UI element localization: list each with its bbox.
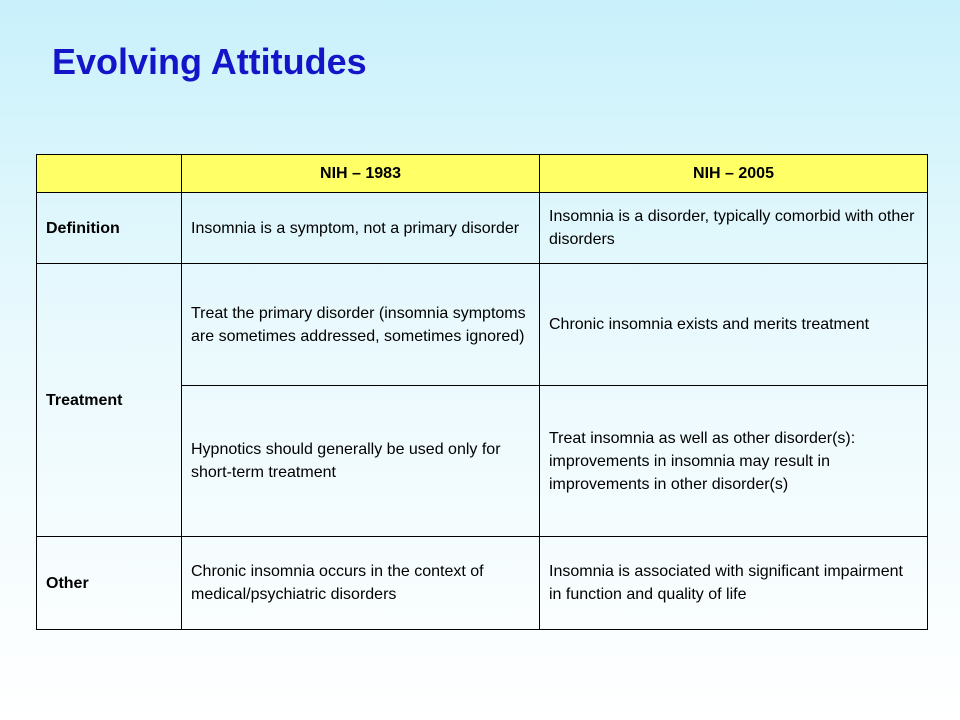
slide-title: Evolving Attitudes [52,41,367,82]
header-corner-cell [37,155,182,193]
cell-treatment-2005-a [540,264,928,386]
comparison-table [36,154,928,630]
row-label-treatment: Treatment [37,264,182,537]
cell-text: Treat the primary disorder (insomnia symptoms are sometimes addressed, sometimes ignored) [191,304,526,345]
cell-text: Insomnia is a disorder, typically comorbid with other disorders [549,208,915,248]
header-row [37,155,928,193]
cell-treatment-2005-b [540,386,928,537]
row-label-definition: Definition [37,193,182,264]
cell-text: Hypnotics should generally be used only for short-term treatment [191,441,501,481]
table-row-treatment-a [37,264,928,386]
cell-text: Insomnia is a symptom, not a primary disorder [191,219,520,237]
table-row-other [37,537,928,630]
cell-other-2005 [540,537,928,630]
cell-text: Chronic insomnia exists and merits treatment [549,316,870,333]
cell-text: Insomnia is associated with significant impairment in function and quality of life [549,563,903,603]
cell-text: Treat insomnia as well as other disorder(s): improvements in insomnia may result in improvements in other disorder(s) [549,429,856,493]
row-label-other: Other [37,537,182,630]
table-row-definition [37,193,928,264]
cell-text: Chronic insomnia occurs in the context of medical/psychiatric disorders [191,563,484,603]
header-nih-2005: NIH – 2005 [540,155,928,193]
cell-definition-1983 [182,193,540,264]
cell-other-1983 [182,537,540,630]
cell-treatment-1983-b [182,386,540,537]
cell-treatment-1983-a [182,264,540,386]
cell-definition-2005 [540,193,928,264]
header-nih-1983: NIH – 1983 [182,155,540,193]
